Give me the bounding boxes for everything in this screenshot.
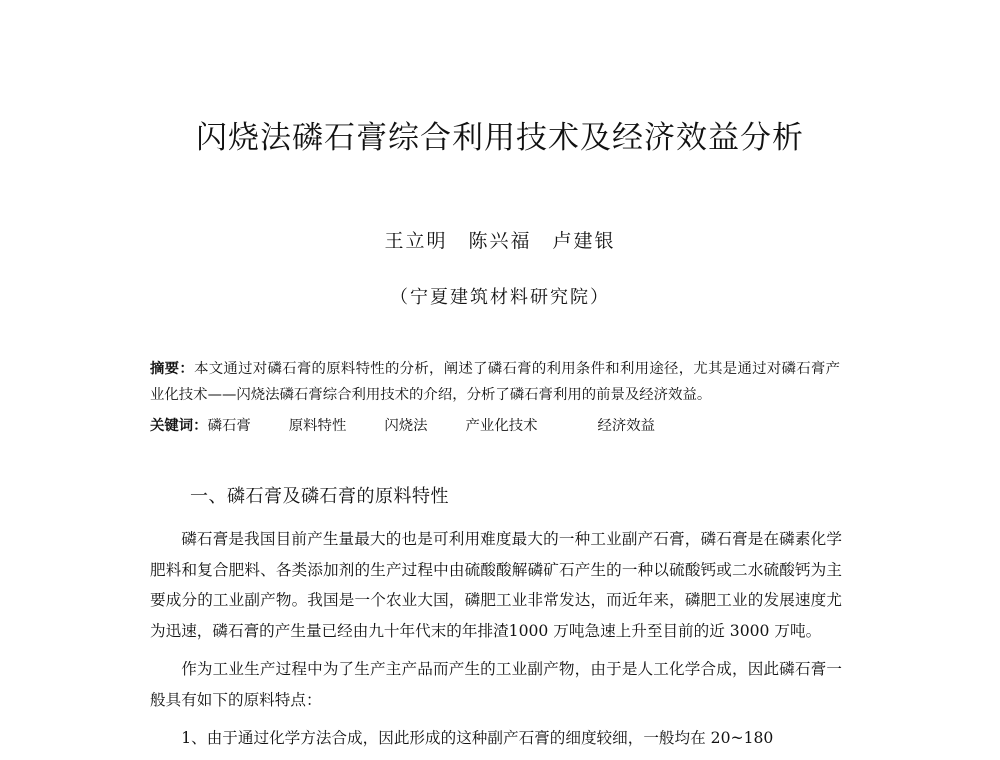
author-affiliation: （宁夏建筑材料研究院） [390,287,610,308]
keyword-item: 闪烧法 [384,418,428,434]
body-paragraph: 磷石膏是我国目前产生量最大的也是可利用难度最大的一种工业副产石膏，磷石膏是在磷素化学肥料和复合肥料、各类添加剂的生产过程中由硫酸酸解磷矿石产生的一种以硫酸钙或二水硫酸钙为主要成分的工业副产物。我国是一个农业大国，磷肥工业非常发达，而近年来，磷肥工业的发展速度尤为迅速，磷石膏的产生量已经由九十年代末的年排渣1000 万吨急速上升至目前的近 3000 万吨。 [150,530,842,640]
keyword-item: 原料特性 [288,418,347,434]
keyword-item: 磷石膏 [207,418,251,434]
section-body [150,524,842,754]
body-paragraph: 1、由于通过化学方法合成，因此形成的这种副产石膏的细度较细，一般均在 20~180 [181,729,774,747]
paper-title: 闪烧法磷石膏综合利用技术及经济效益分析 [196,120,804,156]
author-list: 王立明 陈兴福 卢建银 [384,230,616,252]
keyword-item: 经济效益 [597,418,656,434]
abstract [150,356,840,408]
section-heading: 一、磷石膏及磷石膏的原料特性 [190,486,449,507]
keyword-item: 产业化技术 [465,418,538,434]
abstract-label: 摘要： [150,361,195,377]
body-paragraph: 作为工业生产过程中为了生产主产品而产生的工业副产物，由于是人工化学合成，因此磷石膏一般具有如下的原料特点： [150,660,842,709]
keywords [150,414,850,435]
keywords-label: 关键词： [150,418,208,434]
abstract-text: 本文通过对磷石膏的原料特性的分析，阐述了磷石膏的利用条件和利用途径，尤其是通过对磷石膏产业化技术——闪烧法磷石膏综合利用技术的介绍，分析了磷石膏利用的前景及经济效益。 [150,361,840,403]
